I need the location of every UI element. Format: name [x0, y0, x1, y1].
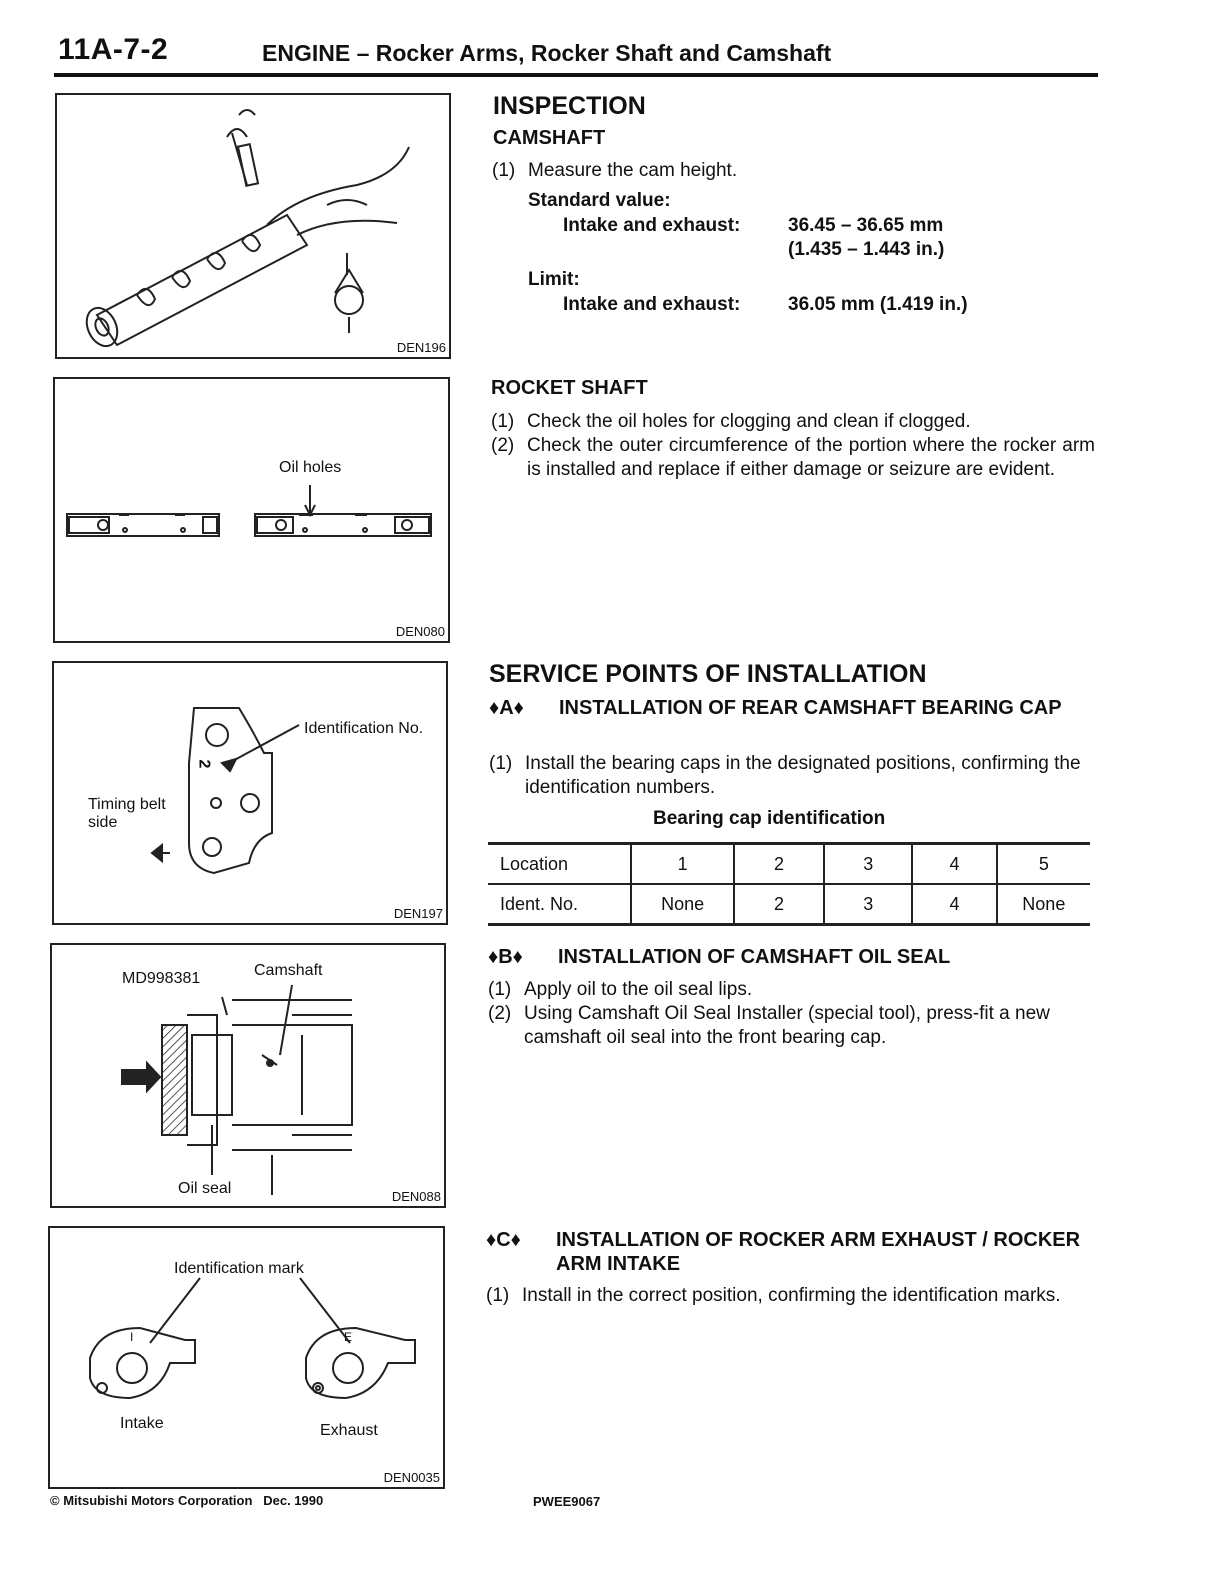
- header-rule: [54, 73, 1098, 77]
- label-timing-belt-side: side: [88, 814, 118, 831]
- label-tool-number: MD998381: [122, 970, 201, 987]
- figure-code: DEN088: [391, 1189, 441, 1204]
- limit-value: 36.05 mm (1.419 in.): [788, 294, 968, 315]
- service-c-step: [486, 1284, 1090, 1308]
- service-c-title: [486, 1228, 1090, 1276]
- oil-seal-illustration: [52, 945, 444, 1206]
- table-cell: 1: [631, 844, 733, 885]
- rocker-shaft-illustration: [55, 379, 448, 641]
- rocker-shaft-step-2: [491, 434, 1095, 482]
- marker-c: ♦C♦: [486, 1229, 521, 1251]
- table-cell: 3: [824, 844, 912, 885]
- bearing-cap-illustration: [54, 663, 446, 923]
- label-oil-holes: Oil holes: [279, 459, 342, 476]
- rocker-shaft-step-1: [491, 410, 1095, 434]
- service-b-title: [488, 946, 1092, 969]
- standard-key: Intake and exhaust:: [563, 215, 741, 236]
- table-cell: 5: [997, 844, 1090, 885]
- page-number: 11A-7-2: [58, 33, 169, 66]
- table-cell: 2: [734, 844, 824, 885]
- service-b-step-2: [488, 1002, 1092, 1050]
- label-mark-i: I: [130, 1330, 134, 1344]
- label-digit: 2: [195, 759, 213, 769]
- limit-label: Limit:: [528, 269, 580, 290]
- service-a-step: [489, 752, 1093, 800]
- service-a-title-text: INSTALLATION OF REAR CAMSHAFT BEARING CAP: [559, 697, 1062, 719]
- rocker-shaft-heading: ROCKET SHAFT: [491, 377, 648, 399]
- figure-rocker-arms: [48, 1226, 445, 1489]
- camshaft-heading: CAMSHAFT: [493, 127, 606, 149]
- table-cell: Ident. No.: [488, 884, 631, 925]
- footer-code: PWEE9067: [533, 1494, 601, 1509]
- step-text: Apply oil to the oil seal lips.: [524, 979, 753, 1000]
- figure-code: DEN197: [393, 906, 443, 921]
- figure-code: DEN080: [395, 624, 445, 639]
- figure-code: DEN0035: [383, 1470, 440, 1485]
- label-timing-belt: Timing belt: [88, 796, 166, 813]
- label-camshaft: Camshaft: [254, 962, 323, 979]
- service-a-title: [489, 696, 1093, 720]
- service-b-step-1: [488, 978, 1092, 1002]
- table-cell: None: [997, 884, 1090, 925]
- label-oil-seal: Oil seal: [178, 1180, 232, 1197]
- step-text: Check the outer circumference of the portion where the rocker arm is installed and replace if either damage or seizure are evident.: [527, 435, 1095, 480]
- label-mark-e: E: [344, 1330, 353, 1344]
- step-number: (1): [488, 979, 512, 1000]
- step-number: (1): [489, 753, 513, 774]
- table-cell: None: [631, 884, 733, 925]
- table-title: Bearing cap identification: [653, 808, 886, 829]
- marker-a: ♦A♦: [489, 697, 524, 719]
- step-text: Using Camshaft Oil Seal Installer (special tool), press-fit a new camshaft oil seal into the front bearing cap.: [524, 1003, 1050, 1048]
- table-cell: 2: [734, 884, 824, 925]
- table-row: [488, 884, 1090, 925]
- limit-key: Intake and exhaust:: [563, 294, 741, 315]
- step-text: Check the oil holes for clogging and clean if clogged.: [527, 411, 971, 432]
- inspection-heading: INSPECTION: [493, 92, 646, 120]
- step-text: Install in the correct position, confirming the identification marks.: [522, 1285, 1061, 1306]
- table-cell: 4: [912, 844, 996, 885]
- camshaft-step: [492, 159, 1092, 183]
- page-title: ENGINE – Rocker Arms, Rocker Shaft and Camshaft: [262, 40, 832, 66]
- marker-b: ♦B♦: [488, 946, 523, 968]
- standard-value-inches: (1.435 – 1.443 in.): [788, 239, 945, 260]
- label-intake: Intake: [120, 1415, 164, 1432]
- step-number: (1): [486, 1285, 510, 1306]
- table-cell: 3: [824, 884, 912, 925]
- footer-copyright: © Mitsubishi Motors Corporation Dec. 1990: [50, 1493, 324, 1508]
- standard-value-label: Standard value:: [528, 190, 671, 211]
- label-exhaust: Exhaust: [320, 1422, 378, 1439]
- step-number: (1): [491, 411, 515, 432]
- figure-cam-height: [55, 93, 451, 359]
- figure-oil-seal: [50, 943, 446, 1208]
- table-cell: Location: [488, 844, 631, 885]
- step-number: (2): [488, 1003, 512, 1024]
- table-row: [488, 844, 1090, 885]
- step-number: (1): [492, 160, 516, 181]
- service-c-title-text: INSTALLATION OF ROCKER ARM EXHAUST / ROCKER ARM INTAKE: [556, 1229, 1081, 1275]
- table-cell: 4: [912, 884, 996, 925]
- label-identification-no: Identification No.: [304, 720, 424, 737]
- figure-bearing-cap: [52, 661, 448, 925]
- step-text: Measure the cam height.: [528, 160, 738, 181]
- label-identification-mark: Identification mark: [174, 1260, 304, 1277]
- step-number: (2): [491, 435, 515, 456]
- figure-rocker-shaft: [53, 377, 450, 643]
- service-heading: SERVICE POINTS OF INSTALLATION: [489, 660, 927, 688]
- figure-code: DEN196: [396, 340, 446, 355]
- step-text: Install the bearing caps in the designated positions, confirming the identification numbers.: [525, 753, 1081, 798]
- standard-value: 36.45 – 36.65 mm: [788, 215, 944, 236]
- service-b-title-text: INSTALLATION OF CAMSHAFT OIL SEAL: [558, 946, 951, 968]
- camshaft-illustration: [57, 95, 449, 357]
- bearing-cap-table: [488, 842, 1090, 926]
